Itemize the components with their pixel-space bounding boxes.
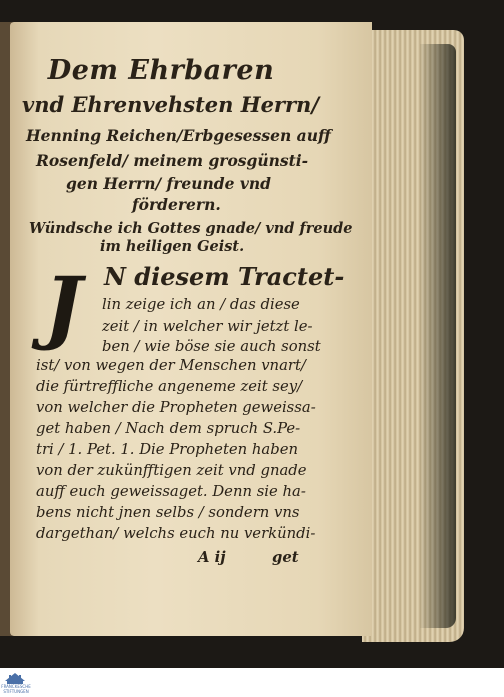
dedication-line: gen Herrn/ freunde vnd [66,174,271,193]
body-line: auff euch geweissaget. Denn sie ha- [36,483,306,500]
body-line: bens nicht jnen selbs / sondern vns [36,504,300,521]
body-line: tri / 1. Pet. 1. Die Propheten haben [36,441,298,458]
signature-mark: A ij [198,549,226,566]
institution-logo-text: FRANCKESCHE STIFTUNGEN [1,684,31,694]
heading-line-2: vnd Ehrenvehsten Herrn/ [22,92,319,117]
decorated-initial: J [44,259,82,353]
page-fore-edge-shadow [420,44,456,628]
viewer-footer-bar [0,668,504,697]
body-line: ist/ von wegen der Menschen vnart/ [36,357,306,374]
catchword: get [272,549,299,566]
body-line: dargethan/ welchs euch nu verkündi- [36,525,316,542]
body-line: get haben / Nach dem spruch S.Pe- [36,420,301,437]
dedication-line: Henning Reichen/Erbgesessen auff [26,126,331,145]
body-line: zeit / in welcher wir jetzt le- [102,318,313,335]
dedication-line: Rosenfeld/ meinem grosgünsti- [36,151,309,170]
body-line: die fürtreffliche angeneme zeit sey/ [36,378,303,395]
body-line: von der zukünfftigen zeit vnd gnade [36,462,307,479]
body-line: lin zeige ich an / das diese [102,296,300,313]
body-line: von welcher die Propheten geweissa- [36,399,316,416]
heading-line-1: Dem Ehrbaren [47,55,275,86]
body-line: ben / wie böse sie auch sonst [102,338,321,355]
greeting-line: Wündsche ich Gottes gnade/ vnd freude [29,220,353,237]
body-first-line: N diesem Tractet- [104,262,345,291]
dedication-line: förderern. [132,195,221,214]
greeting-line: im heiligen Geist. [100,238,245,255]
